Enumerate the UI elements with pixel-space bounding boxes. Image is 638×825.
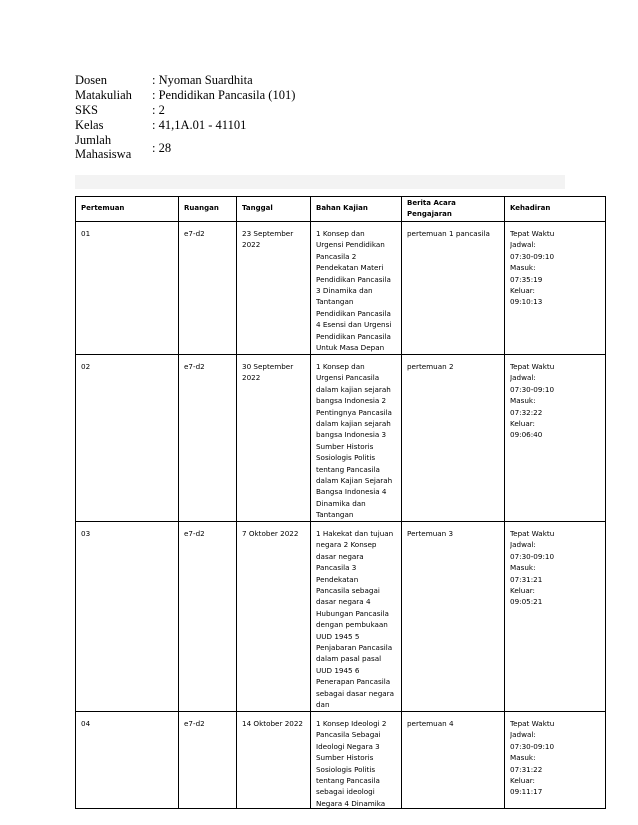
cell-kehadiran-line: 07:30-09:10: [510, 251, 555, 261]
cell-bahan-kajian-line: Pancasila Sebagai: [316, 730, 381, 740]
cell-kehadiran: [505, 522, 606, 712]
cell-berita-acara-line: pertemuan 1 pancasila: [407, 229, 490, 238]
cell-bahan-kajian-line: Dinamika dan: [316, 498, 366, 508]
cell-bahan-kajian-line: Bangsa Indonesia 4: [316, 487, 387, 497]
cell-pertemuan-text: 03: [81, 529, 91, 538]
cell-bahan-kajian-line: 1 Konsep dan: [316, 229, 365, 238]
cell-kehadiran-line: 09:10:13: [510, 297, 543, 307]
cell-kehadiran-line: Tepat Waktu: [510, 229, 555, 238]
cell-bahan-kajian: [311, 355, 402, 522]
cell-bahan-kajian-line: Negara 4 Dinamika: [316, 798, 386, 808]
cell-pertemuan: [76, 712, 179, 809]
info-row-matakuliah: [75, 88, 295, 103]
cell-ruangan: [179, 522, 237, 712]
cell-berita-acara-line: pertemuan 4: [407, 719, 454, 728]
cell-bahan-kajian-line: Pendekatan Materi: [316, 263, 384, 273]
cell-bahan-kajian-line: Pendidikan Pancasila: [316, 274, 391, 284]
cell-bahan-kajian-line: tentang Pancasila: [316, 776, 380, 786]
info-label: Jumlah Mahasiswa: [75, 133, 132, 161]
cell-berita-acara-line: Pertemuan 3: [407, 529, 454, 538]
cell-kehadiran: [505, 712, 606, 809]
cell-bahan-kajian-line: UUD 1945 5: [316, 631, 360, 641]
cell-pertemuan: [76, 355, 179, 522]
cell-bahan-kajian-line: dalam pasal pasal: [316, 654, 382, 664]
cell-tanggal: [237, 522, 311, 712]
cell-bahan-kajian-line: Pancasila sebagai: [316, 586, 380, 596]
cell-kehadiran-line: 07:31:22: [510, 764, 543, 774]
cell-kehadiran-line: 07:35:19: [510, 274, 543, 284]
separator-bar: [75, 175, 565, 189]
cell-bahan-kajian-line: Tantangan: [316, 510, 354, 520]
cell-kehadiran-line: 07:30-09:10: [510, 551, 555, 561]
lecture-info: [75, 73, 295, 165]
cell-kehadiran-line: 07:30-09:10: [510, 384, 555, 394]
cell-kehadiran: [505, 355, 606, 522]
cell-kehadiran-line: Keluar:: [510, 286, 535, 296]
cell-ruangan: [179, 712, 237, 809]
cell-kehadiran-line: 07:32:22: [510, 407, 543, 417]
cell-bahan-kajian-line: bangsa Indonesia 2: [316, 396, 387, 406]
cell-ruangan: [179, 222, 237, 355]
cell-bahan-kajian-line: Sosiologis Politis: [316, 453, 376, 463]
cell-bahan-kajian-line: Pendidikan Pancasila: [316, 331, 391, 341]
cell-pertemuan: [76, 222, 179, 355]
cell-bahan-kajian-line: dalam kajian sejarah: [316, 384, 391, 394]
cell-berita-acara-line: pertemuan 2: [407, 362, 454, 371]
info-label: Kelas: [75, 118, 104, 132]
cell-bahan-kajian-line: tentang Pancasila: [316, 464, 380, 474]
info-value: : Pendidikan Pancasila (101): [152, 88, 296, 102]
cell-tanggal: [237, 355, 311, 522]
info-value: : Nyoman Suardhita: [152, 73, 253, 87]
cell-bahan-kajian-line: 1 Konsep Ideologi 2: [316, 719, 387, 728]
cell-bahan-kajian-line: 3 Dinamika dan: [316, 286, 373, 296]
cell-bahan-kajian-line: dalam kajian sejarah: [316, 419, 391, 429]
info-label: Matakuliah: [75, 88, 132, 102]
cell-pertemuan-text: 01: [81, 229, 91, 238]
cell-bahan-kajian-line: Urgensi Pancasila: [316, 373, 380, 383]
cell-tanggal-line: 2022: [242, 240, 261, 250]
cell-kehadiran-line: Jadwal:: [510, 730, 536, 740]
info-label: SKS: [75, 103, 98, 117]
cell-kehadiran-line: Masuk:: [510, 753, 536, 763]
cell-kehadiran-line: 07:31:21: [510, 574, 543, 584]
info-value: : 28: [152, 141, 172, 155]
cell-bahan-kajian-line: bangsa Indonesia 3: [316, 430, 387, 440]
cell-kehadiran-line: Jadwal:: [510, 240, 536, 250]
cell-kehadiran-line: Masuk:: [510, 396, 536, 406]
cell-berita-acara: [402, 355, 505, 522]
header-pertemuan: Pertemuan: [76, 197, 179, 222]
cell-bahan-kajian-line: Sumber Historis: [316, 441, 374, 451]
cell-bahan-kajian-line: 4 Esensi dan Urgensi: [316, 320, 392, 330]
cell-bahan-kajian: [311, 222, 402, 355]
info-value: : 41,1A.01 - 41101: [152, 118, 247, 132]
header-tanggal: Tanggal: [237, 197, 311, 222]
cell-kehadiran-line: Tepat Waktu: [510, 362, 555, 371]
info-row-dosen: [75, 73, 295, 88]
cell-kehadiran-line: Tepat Waktu: [510, 719, 555, 728]
cell-bahan-kajian-line: Sosiologis Politis: [316, 764, 376, 774]
cell-ruangan-text: e7-d2: [184, 362, 205, 371]
table-row: [76, 522, 606, 712]
cell-berita-acara: [402, 522, 505, 712]
cell-kehadiran-line: 09:06:40: [510, 430, 543, 440]
cell-kehadiran-line: Keluar:: [510, 586, 535, 596]
cell-kehadiran-line: Masuk:: [510, 563, 536, 573]
cell-pertemuan-text: 02: [81, 362, 91, 371]
cell-tanggal-line: 7 Oktober 2022: [242, 529, 299, 538]
cell-kehadiran-line: Jadwal:: [510, 373, 536, 383]
cell-bahan-kajian-line: 1 Konsep dan: [316, 362, 365, 371]
cell-ruangan-text: e7-d2: [184, 719, 205, 728]
cell-bahan-kajian-line: Hubungan Pancasila: [316, 608, 389, 618]
info-row-sks: [75, 103, 295, 118]
header-ruangan: Ruangan: [179, 197, 237, 222]
cell-kehadiran-line: Keluar:: [510, 419, 535, 429]
cell-kehadiran-line: Masuk:: [510, 263, 536, 273]
cell-bahan-kajian-line: Untuk Masa Depan: [316, 343, 385, 353]
cell-bahan-kajian: [311, 712, 402, 809]
cell-bahan-kajian-line: Pentingnya Pancasila: [316, 407, 392, 417]
cell-pertemuan: [76, 522, 179, 712]
cell-berita-acara: [402, 222, 505, 355]
cell-kehadiran: [505, 222, 606, 355]
cell-bahan-kajian-line: dengan pembukaan: [316, 620, 388, 630]
cell-kehadiran-line: Keluar:: [510, 776, 535, 786]
cell-bahan-kajian-line: Tantangan: [316, 297, 354, 307]
cell-bahan-kajian-line: Penerapan Pancasila: [316, 677, 391, 687]
cell-bahan-kajian-line: Pancasila 3: [316, 563, 357, 573]
cell-bahan-kajian-line: Urgensi Pendidikan: [316, 240, 385, 250]
table-row: [76, 222, 606, 355]
cell-pertemuan-text: 04: [81, 719, 91, 728]
table-header-row: [76, 197, 606, 222]
cell-kehadiran-line: 09:11:17: [510, 787, 543, 797]
cell-bahan-kajian-line: dasar negara: [316, 551, 364, 561]
cell-bahan-kajian-line: Penjabaran Pancasila: [316, 643, 393, 653]
info-label: Dosen: [75, 73, 107, 87]
cell-bahan-kajian-line: UUD 1945 6: [316, 665, 360, 675]
cell-bahan-kajian-line: negara 2 Konsep: [316, 540, 377, 550]
cell-bahan-kajian-line: Ideologi Negara 3: [316, 741, 380, 751]
info-row-jumlah-mahasiswa: [75, 133, 295, 165]
table-row: [76, 355, 606, 522]
cell-bahan-kajian-line: 1 Hakekat dan tujuan: [316, 529, 394, 538]
cell-tanggal-line: 23 September: [242, 229, 294, 238]
cell-bahan-kajian-line: dalam Kajian Sejarah: [316, 476, 393, 486]
info-value: : 2: [152, 103, 165, 117]
cell-bahan-kajian-line: Pancasila 2: [316, 251, 357, 261]
cell-kehadiran-line: Tepat Waktu: [510, 529, 555, 538]
cell-tanggal-line: 2022: [242, 373, 261, 383]
cell-ruangan-text: e7-d2: [184, 229, 205, 238]
cell-bahan-kajian: [311, 522, 402, 712]
cell-bahan-kajian-line: dasar negara 4: [316, 597, 371, 607]
cell-kehadiran-line: 07:30-09:10: [510, 741, 555, 751]
cell-kehadiran-line: Jadwal:: [510, 540, 536, 550]
cell-tanggal-line: 30 September: [242, 362, 294, 371]
cell-bahan-kajian-line: sebagai ideologi: [316, 787, 375, 797]
header-berita-acara: Berita Acara Pengajaran: [402, 197, 505, 222]
table-row: [76, 712, 606, 809]
cell-tanggal-line: 14 Oktober 2022: [242, 719, 303, 728]
cell-tanggal: [237, 712, 311, 809]
cell-kehadiran-line: 09:05:21: [510, 597, 543, 607]
cell-bahan-kajian-line: Sumber Historis: [316, 753, 374, 763]
header-kehadiran: Kehadiran: [505, 197, 606, 222]
attendance-table: [75, 196, 606, 809]
cell-tanggal: [237, 222, 311, 355]
cell-bahan-kajian-line: Pendekatan: [316, 574, 359, 584]
cell-bahan-kajian-line: dan: [316, 700, 330, 710]
cell-ruangan-text: e7-d2: [184, 529, 205, 538]
info-row-kelas: [75, 118, 295, 133]
cell-bahan-kajian-line: sebagai dasar negara: [316, 688, 395, 698]
header-bahan-kajian: Bahan Kajian: [311, 197, 402, 222]
cell-bahan-kajian-line: Pendidikan Pancasila: [316, 308, 391, 318]
cell-berita-acara: [402, 712, 505, 809]
cell-ruangan: [179, 355, 237, 522]
